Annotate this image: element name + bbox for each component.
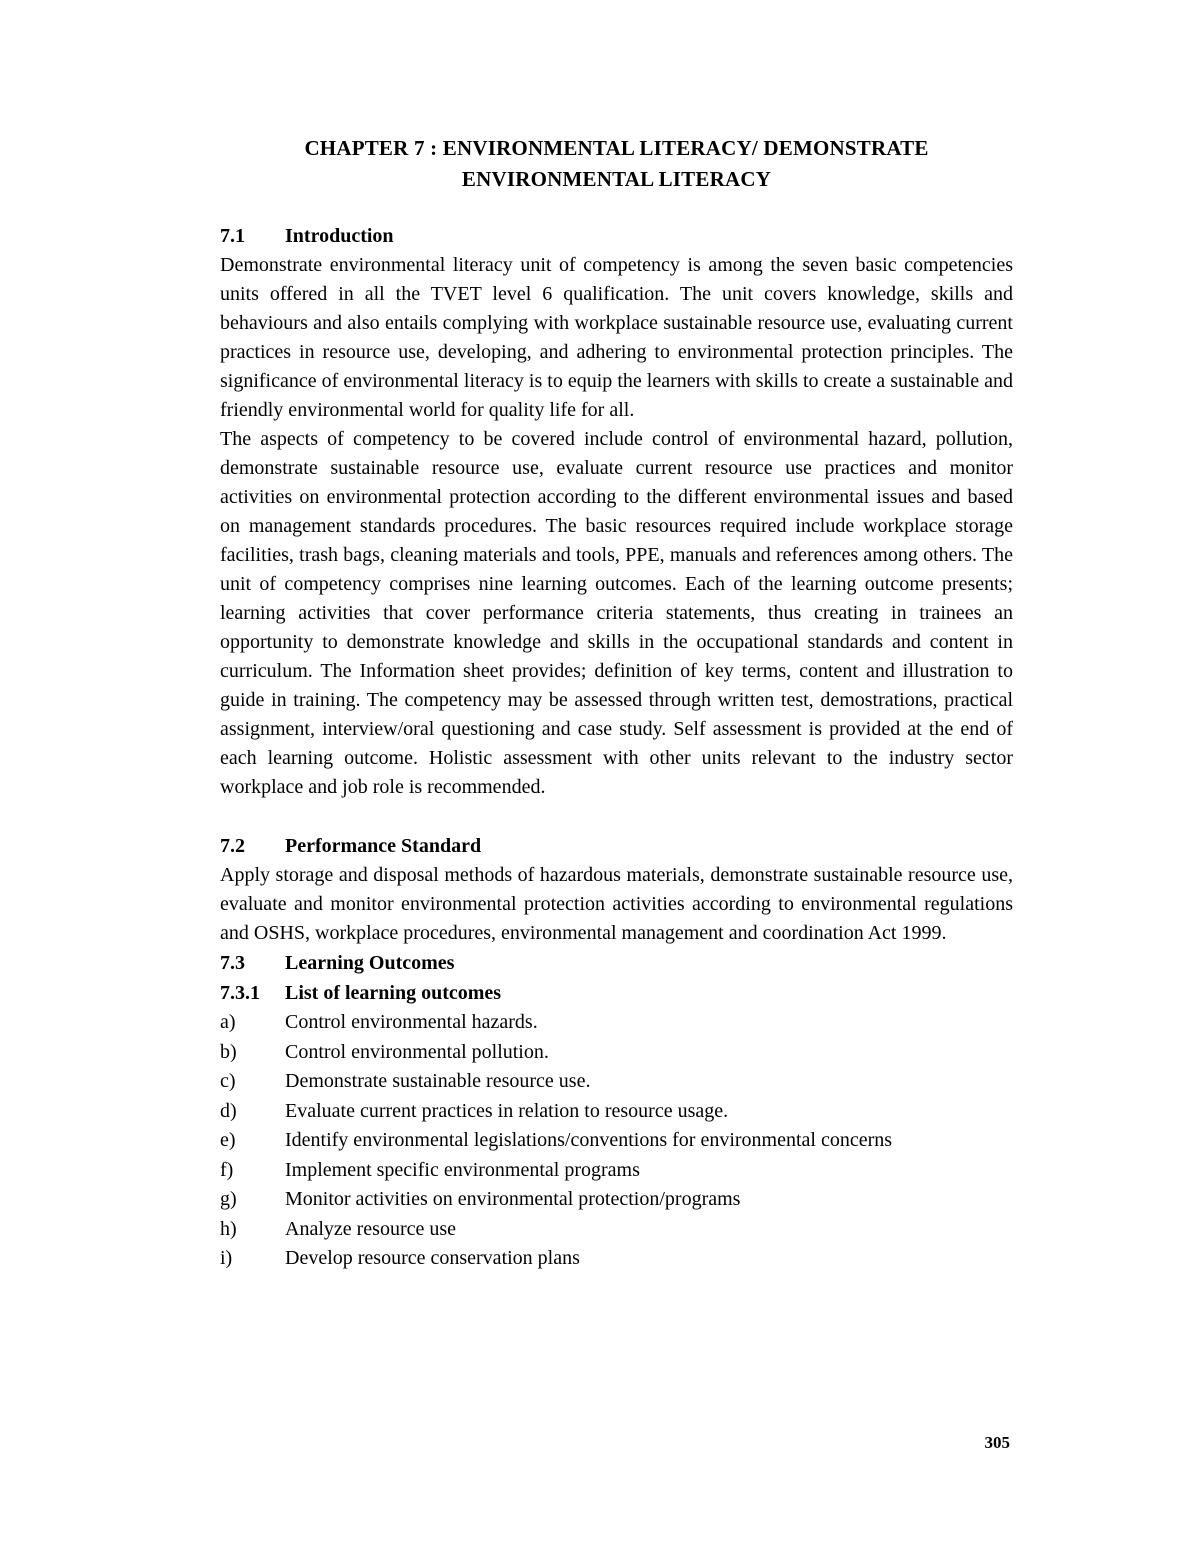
- section-heading-introduction: [220, 221, 1013, 251]
- list-item-label: a): [220, 1011, 236, 1033]
- section-heading-performance-standard: [220, 831, 1013, 861]
- chapter-title-line1: CHAPTER 7 : ENVIRONMENTAL LITERACY/ DEMONSTRATE: [304, 136, 929, 160]
- list-item-label: h): [220, 1217, 237, 1240]
- document-content: [220, 133, 1013, 1274]
- list-item: [220, 1185, 1013, 1215]
- section-title: Learning Outcomes: [285, 952, 455, 974]
- list-item-text: Evaluate current practices in relation to resource usage.: [285, 1099, 729, 1122]
- section-title: Performance Standard: [285, 835, 482, 857]
- list-item-label: c): [220, 1070, 236, 1092]
- list-item: [220, 1215, 1013, 1245]
- chapter-title: [220, 133, 1013, 195]
- list-item-text: Implement specific environmental programs: [285, 1158, 640, 1181]
- section-number: 7.2: [220, 835, 245, 857]
- section-heading-learning-outcomes: [220, 948, 1013, 978]
- section-number: 7.1: [220, 225, 245, 247]
- list-item-label: f): [220, 1158, 234, 1181]
- list-item-label: e): [220, 1129, 236, 1151]
- list-item: [220, 1038, 1013, 1068]
- list-item-text: Control environmental hazards.: [285, 1011, 538, 1033]
- list-item-text: Demonstrate sustainable resource use.: [285, 1070, 591, 1092]
- list-item-label: i): [220, 1247, 233, 1269]
- section-heading-list-of-learning-outcomes: [220, 978, 1013, 1008]
- list-item-text: Control environmental pollution.: [285, 1040, 549, 1063]
- section-number: 7.3: [220, 952, 245, 974]
- intro-paragraph-1: Demonstrate environmental literacy unit of competency is among the seven basic competencies units offered in all the TVET level 6 qualification. The unit covers knowledge, skills and behaviours and also entails complying with workplace sustainable resource use, evaluating current practices in resource use, developing, and adhering to environmental protection principles. The significance of environmental literacy is to equip the learners with skills to create a sustainable and friendly environmental world for quality life for all.: [220, 254, 1013, 421]
- list-item: [220, 1067, 1013, 1097]
- list-item: [220, 1097, 1013, 1127]
- list-item-label: d): [220, 1099, 237, 1122]
- list-item: [220, 1126, 1013, 1156]
- section-title: List of learning outcomes: [285, 982, 502, 1004]
- list-item-text: Identify environmental legislations/conventions for environmental concerns: [285, 1129, 893, 1151]
- section-number: 7.3.1: [220, 982, 260, 1004]
- chapter-title-line2: ENVIRONMENTAL LITERACY: [461, 167, 772, 191]
- list-item-text: Monitor activities on environmental protection/programs: [285, 1188, 741, 1210]
- list-item: [220, 1008, 1013, 1038]
- section-title: Introduction: [285, 225, 394, 247]
- list-item-text: Develop resource conservation plans: [285, 1247, 580, 1269]
- list-item: [220, 1244, 1013, 1274]
- list-item-text: Analyze resource use: [285, 1217, 457, 1240]
- list-item-label: g): [220, 1188, 237, 1210]
- page-number: 305: [984, 1433, 1010, 1452]
- intro-paragraph-2: The aspects of competency to be covered include control of environmental hazard, pollution, demonstrate sustainable resource use, evaluate current resource use practices and monitor activities on environmental protection according to the different environmental issues and based on management standards procedures. The basic resources required include workplace storage facilities, trash bags, cleaning materials and tools, PPE, manuals and references among others. The unit of competency comprises nine learning outcomes. Each of the learning outcome presents; learning activities that cover performance criteria statements, thus creating in trainees an opportunity to demonstrate knowledge and skills in the occupational standards and content in curriculum. The Information sheet provides; definition of key terms, content and illustration to guide in training. The competency may be assessed through written test, demostrations, practical assignment, interview/oral questioning and case study. Self assessment is provided at the end of each learning outcome. Holistic assessment with other units relevant to the industry sector workplace and job role is recommended.: [220, 428, 1013, 798]
- performance-paragraph: Apply storage and disposal methods of hazardous materials, demonstrate sustainable resource use, evaluate and monitor environmental protection activities according to environmental regulations and OSHS, workplace procedures, environmental management and coordination Act 1999.: [220, 864, 1013, 944]
- list-item-label: b): [220, 1040, 237, 1063]
- list-item: [220, 1156, 1013, 1186]
